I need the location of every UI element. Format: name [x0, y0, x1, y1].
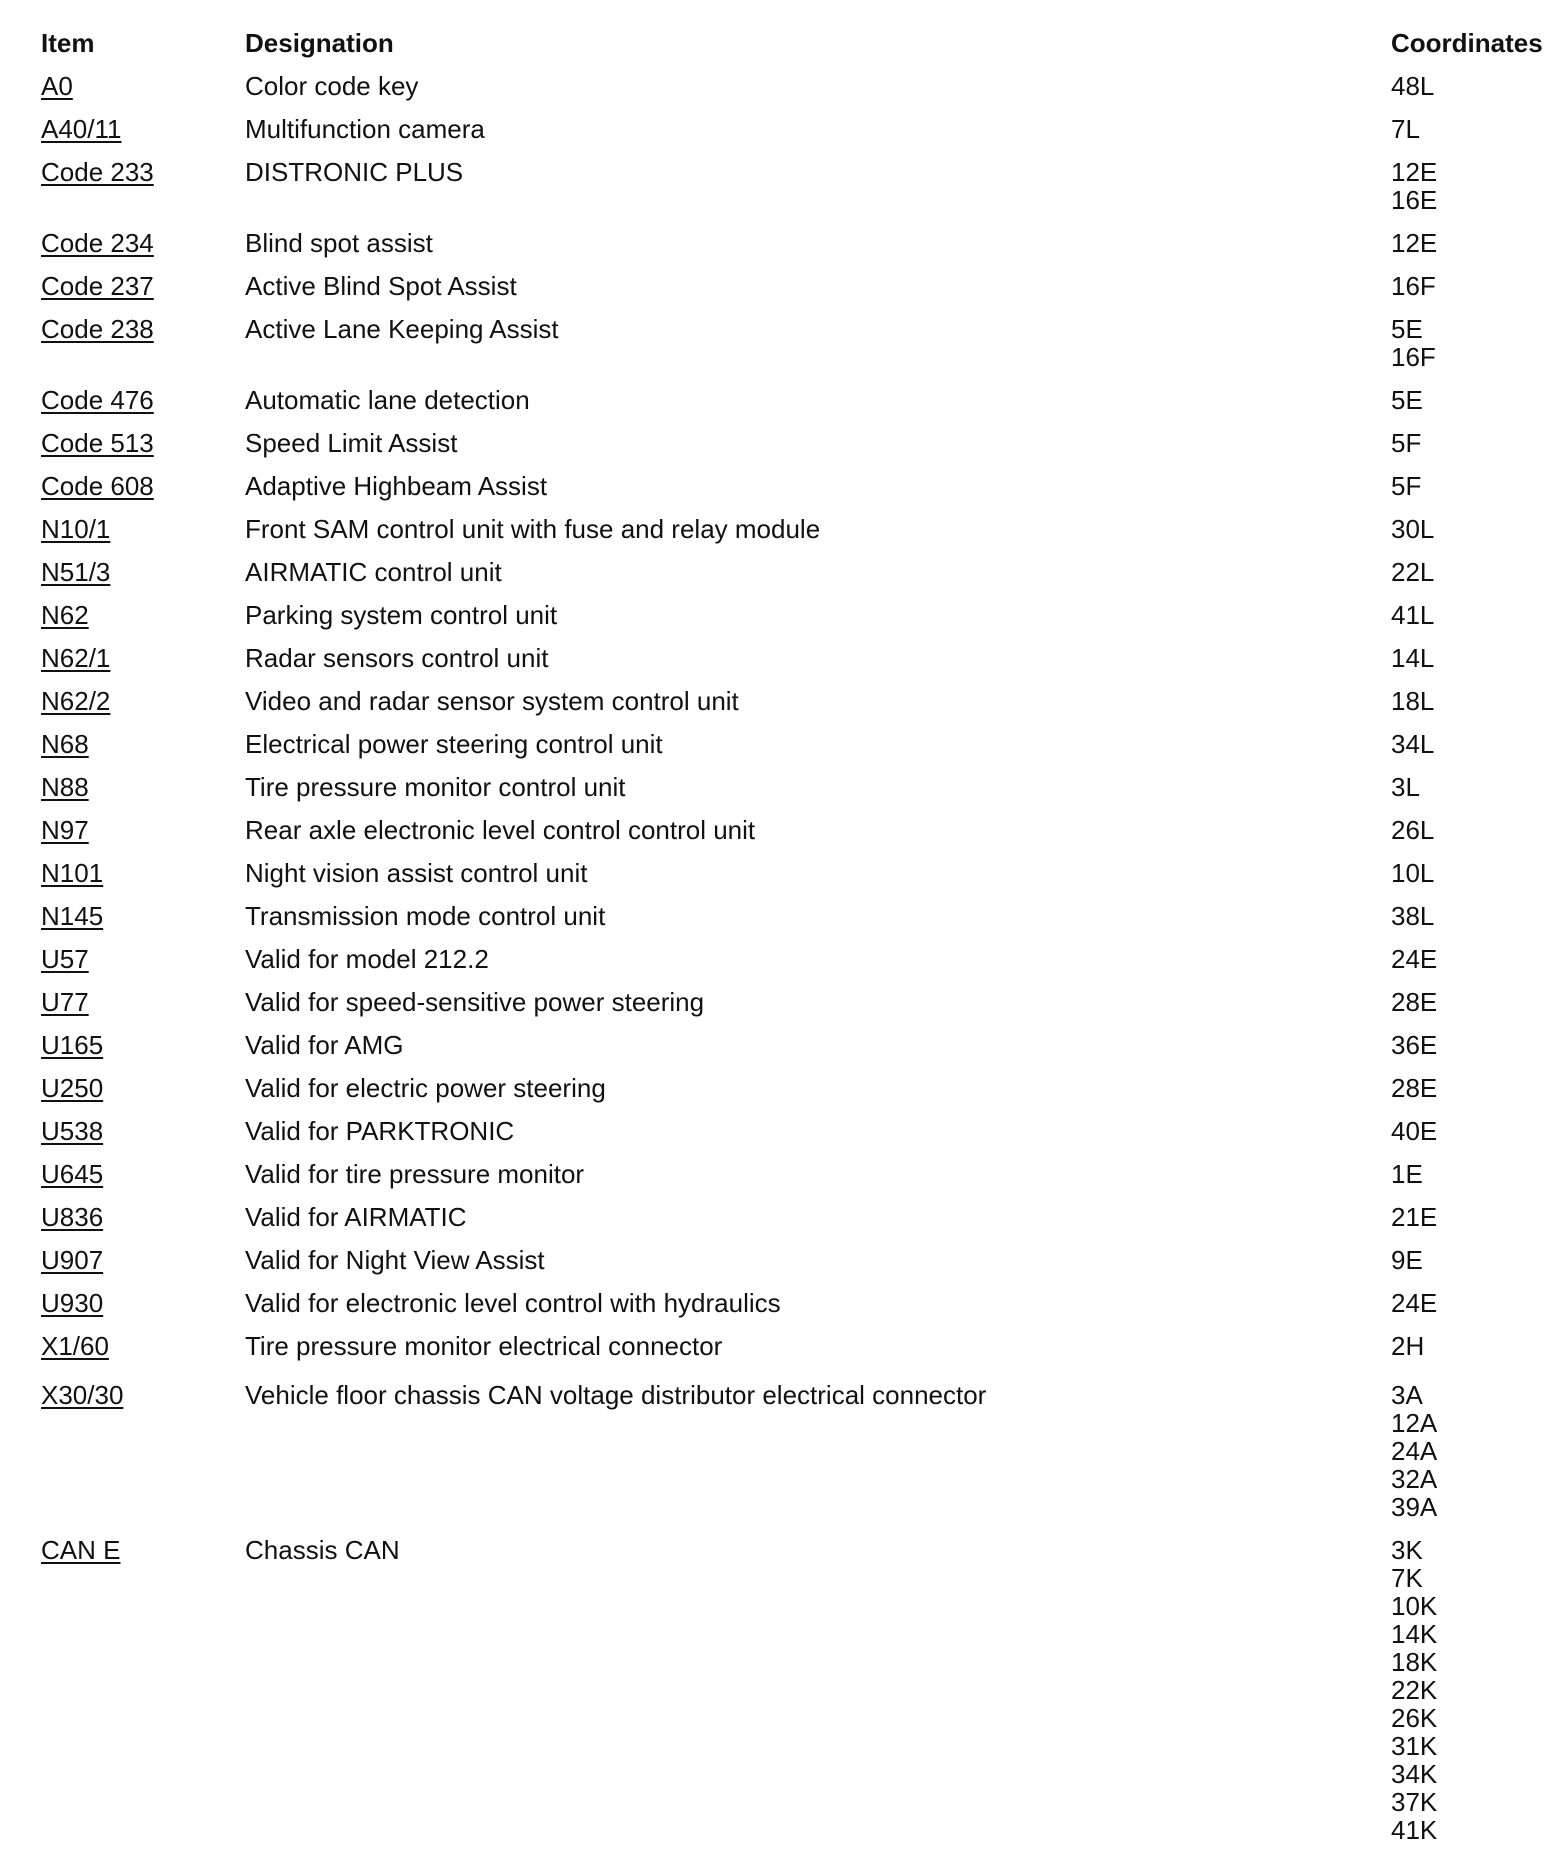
designation-cell: Valid for AMG [245, 1030, 404, 1060]
coordinate-value: 12A [1391, 1408, 1438, 1438]
designation-cell: Active Blind Spot Assist [245, 271, 517, 301]
coordinate-value: 10L [1391, 858, 1435, 888]
designation-cell: Valid for Night View Assist [245, 1245, 545, 1275]
item-cell [41, 773, 89, 801]
coordinate-value: 16F [1391, 342, 1436, 372]
coordinate-value: 41K [1391, 1815, 1438, 1845]
item-link[interactable]: U250 [41, 1073, 104, 1103]
item-link[interactable]: N51/3 [41, 557, 111, 587]
coordinate-value: 5E [1391, 385, 1423, 415]
coordinate-value: 3L [1391, 772, 1420, 802]
coordinate-value: 5F [1391, 428, 1422, 458]
item-link[interactable]: U538 [41, 1116, 104, 1146]
item-cell [41, 859, 103, 887]
coordinate-value: 22L [1391, 557, 1435, 587]
item-link[interactable]: Code 238 [41, 314, 154, 344]
coordinate-value: 24E [1391, 1288, 1438, 1318]
item-link[interactable]: Code 234 [41, 228, 154, 258]
coordinates-cell [1391, 1289, 1437, 1317]
item-link[interactable]: Code 476 [41, 385, 154, 415]
coordinate-value: 2H [1391, 1331, 1425, 1361]
coordinates-cell [1391, 558, 1434, 586]
designation-cell: Valid for speed-sensitive power steering [245, 987, 705, 1017]
coordinate-value: 14L [1391, 643, 1435, 673]
coordinates-cell [1391, 158, 1437, 214]
coordinates-cell [1391, 386, 1423, 414]
coordinate-value: 18L [1391, 686, 1435, 716]
coordinates-cell [1391, 1332, 1424, 1360]
coordinates-cell [1391, 730, 1434, 758]
coordinates-cell [1391, 1074, 1437, 1102]
coordinate-value: 36E [1391, 1030, 1438, 1060]
coordinate-value: 41L [1391, 600, 1435, 630]
coordinate-value: 34L [1391, 729, 1435, 759]
item-link[interactable]: Code 233 [41, 157, 154, 187]
coordinate-value: 16E [1391, 185, 1438, 215]
item-cell [41, 1246, 103, 1274]
item-cell [41, 272, 154, 300]
coordinates-cell [1391, 1160, 1423, 1188]
item-link[interactable]: U57 [41, 944, 89, 974]
coordinates-cell [1391, 315, 1436, 371]
designation-cell: Adaptive Highbeam Assist [245, 471, 548, 501]
item-link[interactable]: U930 [41, 1288, 104, 1318]
coordinates-cell [1391, 272, 1436, 300]
coordinate-value: 5E [1391, 314, 1423, 344]
item-cell [41, 1332, 109, 1360]
item-link[interactable]: U907 [41, 1245, 104, 1275]
item-cell [41, 429, 154, 457]
designation-cell: Valid for tire pressure monitor [245, 1159, 585, 1189]
item-link[interactable]: N62/1 [41, 643, 111, 673]
coordinates-cell [1391, 472, 1421, 500]
coordinates-cell [1391, 859, 1434, 887]
item-cell [41, 988, 89, 1016]
coordinates-cell [1391, 902, 1434, 930]
coordinate-value: 40E [1391, 1116, 1438, 1146]
item-cell [41, 1031, 103, 1059]
designation-cell: Valid for AIRMATIC [245, 1202, 467, 1232]
coordinate-value: 24E [1391, 944, 1438, 974]
item-cell [41, 1117, 103, 1145]
designation-cell: Rear axle electronic level control control unit [245, 815, 756, 845]
coordinate-value: 1E [1391, 1159, 1423, 1189]
item-cell [41, 1203, 103, 1231]
designation-cell: Color code key [245, 71, 419, 101]
item-link[interactable]: N10/1 [41, 514, 111, 544]
designation-cell: Tire pressure monitor control unit [245, 772, 626, 802]
coordinates-cell [1391, 1536, 1437, 1844]
item-link[interactable]: N62 [41, 600, 89, 630]
item-cell [41, 945, 89, 973]
designation-cell: Active Lane Keeping Assist [245, 314, 559, 344]
coordinate-value: 38L [1391, 901, 1435, 931]
item-cell [41, 115, 121, 143]
item-cell [41, 515, 110, 543]
designation-cell: Automatic lane detection [245, 385, 530, 415]
coordinate-value: 3K [1391, 1535, 1423, 1565]
item-link[interactable]: X1/60 [41, 1331, 109, 1361]
coordinates-cell [1391, 429, 1421, 457]
item-link[interactable]: N88 [41, 772, 89, 802]
coordinate-value: 30L [1391, 514, 1435, 544]
column-header-coordinates: Coordinates [1391, 28, 1543, 58]
coordinate-value: 10K [1391, 1591, 1438, 1621]
coordinate-value: 31K [1391, 1731, 1438, 1761]
item-cell [41, 816, 89, 844]
coordinates-cell [1391, 1203, 1437, 1231]
designation-cell: Vehicle floor chassis CAN voltage distributor electrical connector [245, 1380, 987, 1410]
coordinates-cell [1391, 945, 1437, 973]
column-header-item: Item [41, 28, 95, 58]
item-cell [41, 1289, 103, 1317]
item-cell [41, 72, 73, 100]
designation-cell: Night vision assist control unit [245, 858, 588, 888]
coordinate-value: 32A [1391, 1464, 1438, 1494]
item-cell [41, 687, 110, 715]
coordinate-value: 14K [1391, 1619, 1438, 1649]
designation-cell: AIRMATIC control unit [245, 557, 502, 587]
coordinate-value: 37K [1391, 1787, 1438, 1817]
item-cell [41, 472, 154, 500]
designation-cell: DISTRONIC PLUS [245, 157, 464, 187]
coordinate-value: 12E [1391, 157, 1438, 187]
coordinates-cell [1391, 988, 1437, 1016]
coordinate-value: 48L [1391, 71, 1435, 101]
column-header-designation: Designation [245, 28, 394, 58]
coordinate-value: 9E [1391, 1245, 1423, 1275]
item-link[interactable]: U836 [41, 1202, 104, 1232]
designation-cell: Blind spot assist [245, 228, 433, 258]
item-cell [41, 158, 154, 186]
item-link[interactable]: N145 [41, 901, 104, 931]
item-link[interactable]: A40/11 [41, 114, 122, 144]
coordinate-value: 16F [1391, 271, 1436, 301]
designation-cell: Valid for model 212.2 [245, 944, 489, 974]
item-cell [41, 558, 110, 586]
item-link[interactable]: U165 [41, 1030, 104, 1060]
item-link[interactable]: X30/30 [41, 1380, 124, 1410]
coordinate-value: 5F [1391, 471, 1422, 501]
item-cell [41, 1160, 103, 1188]
coordinates-cell [1391, 1246, 1423, 1274]
coordinates-cell [1391, 115, 1420, 143]
item-link[interactable]: Code 513 [41, 428, 154, 458]
item-cell [41, 644, 110, 672]
designation-cell: Valid for electric power steering [245, 1073, 606, 1103]
item-cell [41, 315, 154, 343]
coordinates-cell [1391, 515, 1434, 543]
coordinates-cell [1391, 1031, 1437, 1059]
coordinate-value: 39A [1391, 1492, 1438, 1522]
item-cell [41, 601, 89, 629]
item-cell [41, 902, 103, 930]
coordinate-value: 34K [1391, 1759, 1438, 1789]
designation-cell: Front SAM control unit with fuse and relay module [245, 514, 821, 544]
coordinates-cell [1391, 644, 1434, 672]
coordinate-value: 7K [1391, 1563, 1423, 1593]
designation-cell: Speed Limit Assist [245, 428, 458, 458]
item-cell [41, 386, 154, 414]
item-link[interactable]: U645 [41, 1159, 104, 1189]
coordinates-cell [1391, 773, 1420, 801]
item-link[interactable]: CAN E [41, 1535, 121, 1565]
designation-cell: Radar sensors control unit [245, 643, 549, 673]
designation-cell: Parking system control unit [245, 600, 558, 630]
item-link[interactable]: U77 [41, 987, 89, 1017]
coordinate-value: 28E [1391, 987, 1438, 1017]
item-link[interactable]: Code 608 [41, 471, 154, 501]
coordinate-value: 28E [1391, 1073, 1438, 1103]
item-link[interactable]: N62/2 [41, 686, 111, 716]
item-cell [41, 1381, 123, 1409]
item-link[interactable]: A0 [41, 71, 73, 101]
item-cell [41, 730, 89, 758]
coordinate-value: 21E [1391, 1202, 1438, 1232]
item-link[interactable]: Code 237 [41, 271, 154, 301]
coordinate-value: 18K [1391, 1647, 1438, 1677]
item-link[interactable]: N68 [41, 729, 89, 759]
coordinates-cell [1391, 72, 1434, 100]
item-link[interactable]: N101 [41, 858, 104, 888]
coordinates-cell [1391, 1381, 1437, 1521]
coordinate-value: 24A [1391, 1436, 1438, 1466]
designation-cell: Chassis CAN [245, 1535, 400, 1565]
item-link[interactable]: N97 [41, 815, 89, 845]
coordinate-value: 26L [1391, 815, 1435, 845]
designation-cell: Video and radar sensor system control unit [245, 686, 739, 716]
designation-cell: Transmission mode control unit [245, 901, 606, 931]
coordinates-cell [1391, 687, 1434, 715]
coordinate-value: 3A [1391, 1380, 1423, 1410]
designation-cell: Valid for electronic level control with hydraulics [245, 1288, 781, 1318]
designation-cell: Multifunction camera [245, 114, 485, 144]
coordinates-cell [1391, 816, 1434, 844]
coordinates-cell [1391, 229, 1437, 257]
coordinate-value: 12E [1391, 228, 1438, 258]
item-cell [41, 1074, 103, 1102]
coordinates-cell [1391, 601, 1434, 629]
item-cell [41, 229, 154, 257]
coordinate-value: 22K [1391, 1675, 1438, 1705]
coordinates-cell [1391, 1117, 1437, 1145]
designation-cell: Tire pressure monitor electrical connector [245, 1331, 723, 1361]
coordinate-value: 26K [1391, 1703, 1438, 1733]
coordinate-value: 7L [1391, 114, 1420, 144]
item-cell [41, 1536, 120, 1564]
designation-cell: Valid for PARKTRONIC [245, 1116, 515, 1146]
designation-cell: Electrical power steering control unit [245, 729, 663, 759]
